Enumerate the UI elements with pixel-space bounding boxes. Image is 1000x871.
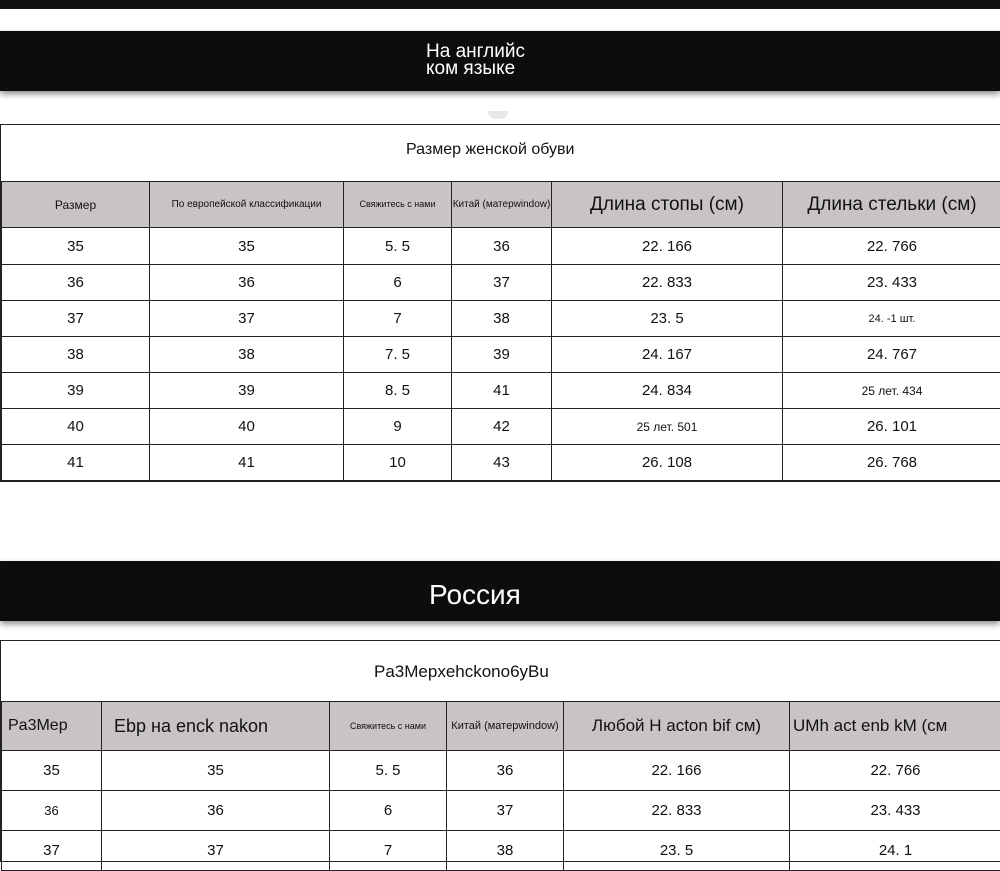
table-row (2, 373, 1000, 409)
size-grid-en (1, 181, 1000, 481)
cell: 37 (102, 831, 330, 871)
cell: 39 (452, 337, 552, 373)
russia-banner-title: Россия (429, 579, 521, 611)
english-banner (0, 31, 1000, 91)
cell: 39 (2, 373, 150, 409)
english-banner-title: На английс ком языке (426, 43, 546, 77)
cell: 36 (2, 791, 102, 831)
table-caption: Pa3Mepxehckono6yBu (374, 662, 694, 682)
cell: 35 (2, 751, 102, 791)
header-china: Китай (матерwindow) (452, 182, 552, 228)
cell: 37 (2, 831, 102, 871)
table-row (2, 751, 1000, 791)
size-table-ru (0, 640, 1000, 862)
cell: 38 (150, 337, 344, 373)
russia-banner (0, 561, 1000, 621)
cell: 38 (2, 337, 150, 373)
cell: 37 (2, 301, 150, 337)
cell: 7. 5 (344, 337, 452, 373)
cell: 24. -1 шт. (783, 301, 1000, 337)
cell: 7 (344, 301, 452, 337)
top-border (0, 0, 1000, 9)
cell: 7 (330, 831, 447, 871)
header-size: Pa3Mep (2, 702, 102, 751)
cell: 8. 5 (344, 373, 452, 409)
table-row (2, 228, 1000, 265)
cell: 22. 766 (783, 228, 1000, 265)
cell: 43 (452, 445, 552, 481)
cell: 9 (344, 409, 452, 445)
cell: 37 (150, 301, 344, 337)
table-row (2, 791, 1000, 831)
cell: 36 (447, 751, 564, 791)
header-eu: По европейской классификации (150, 182, 344, 228)
cell: 41 (452, 373, 552, 409)
cell: 35 (150, 228, 344, 265)
cell: 35 (102, 751, 330, 791)
cell: 42 (452, 409, 552, 445)
cell: 22. 166 (564, 751, 790, 791)
size-grid-ru (1, 701, 1000, 871)
header-foot-length: Любой H acton bif см) (564, 702, 790, 751)
banner-decoration (488, 111, 508, 119)
cell: 36 (102, 791, 330, 831)
cell: 6 (344, 265, 452, 301)
header-size: Размер (2, 182, 150, 228)
header-insole-length: UMh act enb kM (см (790, 702, 1000, 751)
cell: 22. 766 (790, 751, 1000, 791)
cell: 22. 166 (552, 228, 783, 265)
cell: 24. 1 (790, 831, 1000, 871)
cell: 26. 768 (783, 445, 1000, 481)
cell: 40 (2, 409, 150, 445)
cell: 22. 833 (552, 265, 783, 301)
header-foot-length: Длина стопы (см) (552, 182, 783, 228)
table-row (2, 445, 1000, 481)
cell: 26. 108 (552, 445, 783, 481)
cell: 41 (2, 445, 150, 481)
cell: 23. 433 (783, 265, 1000, 301)
cell: 25 лет. 434 (783, 373, 1000, 409)
cell: 36 (150, 265, 344, 301)
table-row (2, 301, 1000, 337)
table-caption: Размер женской обуви (406, 141, 706, 159)
cell: 24. 167 (552, 337, 783, 373)
cell: 23. 433 (790, 791, 1000, 831)
cell: 37 (447, 791, 564, 831)
cell: 40 (150, 409, 344, 445)
cell: 35 (2, 228, 150, 265)
cell: 26. 101 (783, 409, 1000, 445)
table-header-row (2, 702, 1000, 751)
cell: 5. 5 (344, 228, 452, 265)
cell: 24. 767 (783, 337, 1000, 373)
cell: 38 (452, 301, 552, 337)
cell: 41 (150, 445, 344, 481)
cell: 22. 833 (564, 791, 790, 831)
cell: 6 (330, 791, 447, 831)
cell: 23. 5 (564, 831, 790, 871)
header-eu: Ebp на enck nakon (102, 702, 330, 751)
cell: 38 (447, 831, 564, 871)
table-row (2, 265, 1000, 301)
table-row (2, 409, 1000, 445)
cell: 36 (452, 228, 552, 265)
cell: 36 (2, 265, 150, 301)
cell: 23. 5 (552, 301, 783, 337)
cell: 24. 834 (552, 373, 783, 409)
header-contact: Свяжитесь с нами (330, 702, 447, 751)
table-row (2, 831, 1000, 871)
table-header-row (2, 182, 1000, 228)
cell: 25 лет. 501 (552, 409, 783, 445)
size-table-en (0, 124, 1000, 482)
cell: 5. 5 (330, 751, 447, 791)
header-insole-length: Длина стельки (см) (783, 182, 1000, 228)
cell: 10 (344, 445, 452, 481)
table-row (2, 337, 1000, 373)
cell: 37 (452, 265, 552, 301)
cell: 39 (150, 373, 344, 409)
header-contact: Свяжитесь с нами (344, 182, 452, 228)
header-china: Китай (матерwindow) (447, 702, 564, 751)
